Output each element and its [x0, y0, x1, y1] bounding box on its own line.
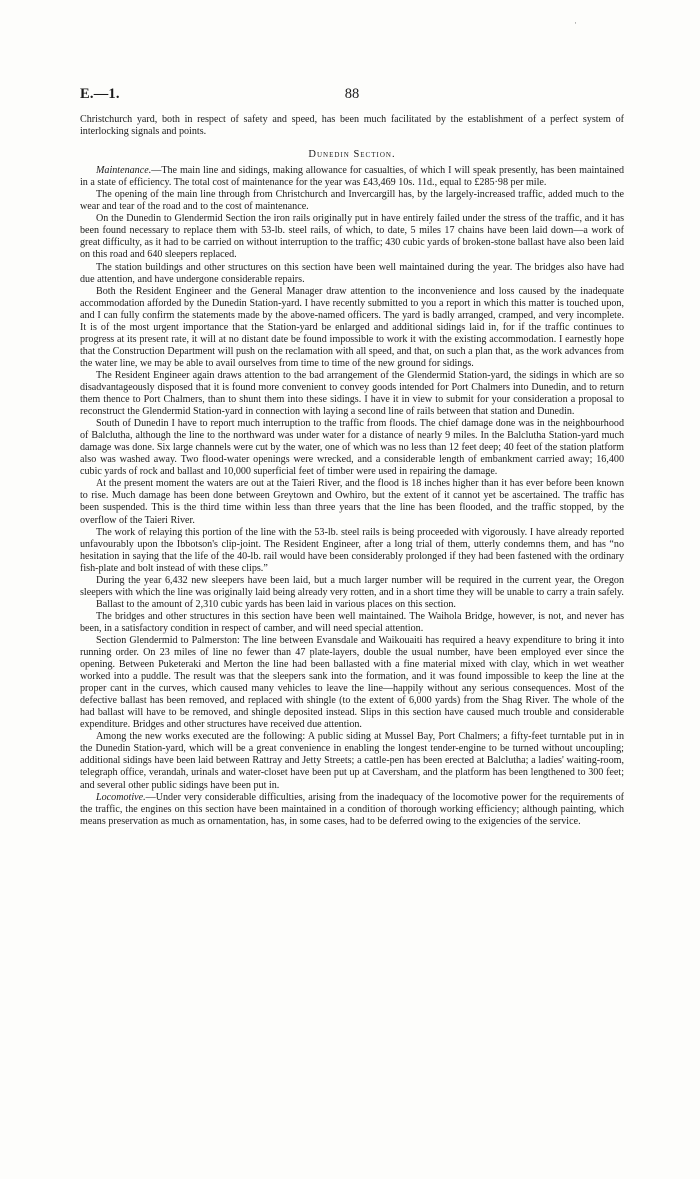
paragraph: Ballast to the amount of 2,310 cubic yards has been laid in various places on this section. [96, 598, 456, 610]
document-reference: E.—1. [80, 86, 120, 102]
document-body [80, 114, 624, 828]
page-header [80, 86, 624, 104]
paragraph: Both the Resident Engineer and the General Manager draw attention to the inconvenience and loss caused by the inadequate accommodation afforded by the Dunedin Station-yard. I have recently submitted to you a report in which this matter is touched upon, and I can fully confirm the statements made by the above-named officers. The yard is badly arranged, cramped, and very incomplete. It is of the most urgent importance that the Station-yard be enlarged and additional sidings laid in, for if the traffic continues to progress at its present rate, it will at no distant date be found impossible to work it with the existing accommodation. I earnestly hope that the Construction Department will push on the reclamation with all speed, and that, on such a plan that, as the work advances from the water line, we may be able to avail ourselves from time to time of the new ground for sidings. [80, 285, 624, 369]
paragraph: During the year 6,432 new sleepers have been laid, but a much larger number will be required in the current year, the Oregon sleepers with which the line was originally laid being already very rotten, and in a short time they will be unable to carry a train safely. [80, 574, 624, 598]
paragraph: Christchurch yard, both in respect of safety and speed, has been much facilitated by the establishment of a perfect system of interlocking signals and points. [80, 114, 624, 138]
paragraph: The Resident Engineer again draws attention to the bad arrangement of the Glendermid Station-yard, the sidings in which are so disadvantageously disposed that it is found more convenient to convey goods intended for Port Chalmers into Dunedin, and to return them thence to Port Chalmers, than to shunt them into these sidings. I have it in view to submit for your consideration a proposal to reconstruct the Glendermid Station-yard in connection with laying a second line of rails between that station and Dunedin. [80, 369, 624, 418]
page-number: 88 [344, 86, 360, 102]
paragraph: On the Dunedin to Glendermid Section the iron rails originally put in have entirely failed under the stress of the traffic, and it has been found necessary to replace them with 53-lb. steel rails, of which, to date, 5 miles 17 chains have been laid down—a work of great difficulty, as it had to be carried on without interruption to the traffic; 430 cubic yards of broken-stone ballast have also been laid on this road and 640 sleepers replaced. [80, 213, 624, 261]
paragraph-heading: Maintenance. [96, 165, 152, 177]
paragraph: The station buildings and other structures on this section have been well maintained during the year. The bridges also have had due attention, and have undergone considerable repairs. [80, 261, 624, 285]
paragraph: Section Glendermid to Palmerston: The line between Evansdale and Waikouaiti has required a heavy expenditure to bring it into running order. On 23 miles of line no fewer than 47 plate-layers, double the usual number, have been employed ever since the opening. Between Puketeraki and Merton the line had been ballasted with a fine material mixed with clay, which in wet weather worked into a puddle. The result was that the sleepers sank into the formation, and it was found impossible to keep the line at the proper cant in the curves, which caused many vehicles to leave the line—happily without any serious consequences. Most of the defective ballast has been removed, and replaced with shingle (to the extent of 6,000 yards) from the Shag River. The whole of the had ballast will have to be removed, and shingle deposited instead. Slips in this section have caused much trouble and considerable expenditure. Bridges and other structures have received due attention. [80, 634, 624, 731]
paragraph: South of Dunedin I have to report much interruption to the traffic from floods. The chief damage done was in the neighbourhood of Balclutha, although the line to the northward was under water for a distance of nearly 9 miles. In the Balclutha Station-yard much damage was done. Six large channels were cut by the water, one of which was no less than 12 feet deep; 40 feet of the station platform also was washed away. Two flood-water openings were wrecked, and a considerable length of embankment carried away; 16,400 cubic yards of rock and ballast and 10,000 superficial feet of timber were used in repairing the damage. [80, 418, 624, 478]
corner-mark: · [574, 18, 577, 28]
section-heading: Dunedin Section. [308, 149, 396, 161]
paragraph: Locomotive.—Under very considerable difficulties, arising from the inadequacy of the locomotive power for the requirements of the traffic, the engines on this section have been maintained in a condition of thorough working efficiency; although painting, which means preservation as much as ornamentation, has, in some cases, had to be deferred owing to the exigencies of the service. [80, 791, 624, 827]
paragraph: The opening of the main line through from Christchurch and Invercargill has, by the largely-increased traffic, added much to the wear and tear of the road and to the cost of maintenance. [80, 189, 624, 213]
paragraph: The bridges and other structures in this section have been well maintained. The Waihola Bridge, however, is not, and never has been, in a satisfactory condition in respect of camber, and will need special attention. [80, 610, 624, 634]
paragraph: At the present moment the waters are out at the Taieri River, and the flood is 18 inches higher than it has ever before been known to rise. Much damage has been done between Greytown and Owhiro, but the extent of it cannot yet be ascertained. The traffic has been suspended. This is the third time within less than three years that the line has been flooded, and the traffic stopped, by the overflow of the Taieri River. [80, 478, 624, 526]
paragraph: Among the new works executed are the following: A public siding at Mussel Bay, Port Chalmers; a fifty-feet turntable put in in the Dunedin Station-yard, which will be a great convenience in enabling the longest tender-engine to be turned without uncoupling; additional sidings have been laid between Rattray and Jetty Streets; a cattle-pen has been erected at Balclutha; a ladies' waiting-room, telegraph office, verandah, urinals and water-closet have been put up at Caversham, and the platform has been lengthened to 300 feet; and several other public sidings have been put in. [80, 731, 624, 791]
paragraph-heading: Locomotive. [96, 791, 146, 803]
paragraph: The work of relaying this portion of the line with the 53-lb. steel rails is being proceeded with vigorously. I have already reported unfavourably upon the Ibbotson's clip-joint. The Resident Engineer, after a long trial of them, utterly condemns them, and has “no hesitation in saying that the life of the 40-lb. rail would have been considerably prolonged if they had been fastened with the ordinary fish-plate and bolt instead of with these clips.” [80, 526, 624, 574]
paragraph: Maintenance.—The main line and sidings, making allowance for casualties, of which I will speak presently, has been maintained in a state of efficiency. The total cost of maintenance for the year was £43,469 10s. 11d., equal to £285·98 per mile. [80, 165, 624, 189]
